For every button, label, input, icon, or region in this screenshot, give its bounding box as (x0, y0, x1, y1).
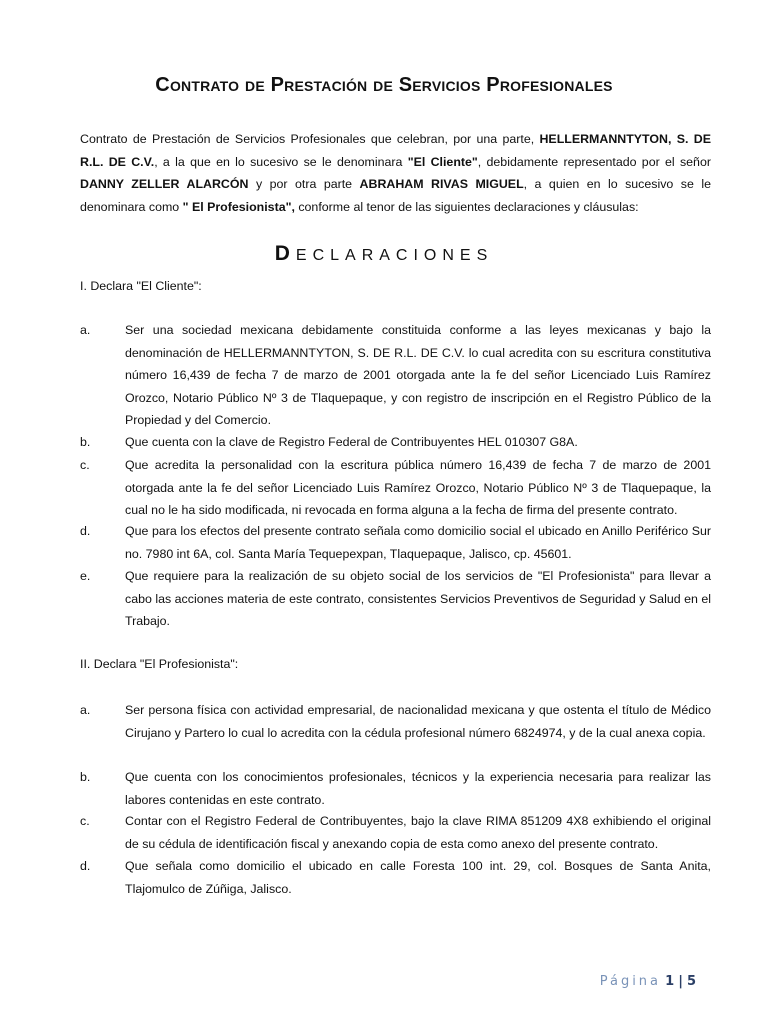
item-letter: a. (80, 323, 91, 337)
client-declaration-item (80, 431, 711, 454)
item-letter: d. (80, 859, 91, 873)
declarations-heading-initial: D (274, 242, 296, 265)
item-letter: c. (80, 814, 90, 828)
item-text: Ser una sociedad mexicana debidamente constituida conforme a las leyes mexicanas y bajo la denominación de HELLERMANNTYTON, S. DE R.L. DE C.V. lo cual acredita con su escritura constitutiva número 16,439 de fecha 7 de marzo de 2001 otorgada ante la fe del señor Licenciado Luis Ramírez Orozco, Notario Público Nº 3 de Tlaquepaque, y con registro de inscripción en el Registro Público de la Propiedad y del Comercio. (125, 323, 711, 427)
professional-declarations-heading: II. Declara "El Profesionista": (80, 657, 239, 671)
item-text: Que cuenta con la clave de Registro Federal de Contribuyentes HEL 010307 G8A. (125, 435, 578, 449)
document-title: Contrato de Prestación de Servicios Profesionales (155, 74, 613, 96)
item-letter: a. (80, 703, 91, 717)
professional-declaration-item (80, 766, 711, 811)
professional-alias: " El Profesionista", (182, 199, 295, 214)
declarations-heading (0, 242, 768, 266)
item-letter: e. (80, 569, 91, 583)
client-declaration-item (80, 565, 711, 633)
current-page-number: 1 (665, 974, 675, 989)
page-separator: | (678, 974, 683, 989)
professional-declaration-item (80, 855, 711, 900)
intro-text-1: Contrato de Prestación de Servicios Profesionales que celebran, por una parte, (80, 132, 540, 146)
intro-text-3: , debidamente representado por el señor (477, 154, 711, 169)
item-letter: c. (80, 458, 90, 472)
professional-declaration-item (80, 810, 711, 855)
intro-text-6: conforme al tenor de las siguientes declaraciones y cláusulas: (294, 199, 639, 214)
client-company-name: HELLERMANNTYTON, S. DE R.L. DE C.V. (80, 132, 711, 169)
total-pages-number: 5 (686, 974, 696, 989)
client-alias: "El Cliente" (407, 154, 478, 169)
page-number-footer (600, 974, 696, 989)
professional-declaration-item (80, 699, 711, 744)
item-letter: b. (80, 770, 91, 784)
client-declarations-heading: I. Declara "El Cliente": (80, 279, 202, 293)
intro-text-4: y por otra parte (248, 177, 360, 191)
item-text: Que requiere para la realización de su objeto social de los servicios de "El Profesionista" para llevar a cabo las acciones materia de este contrato, consistentes Servicios Preventivos de Seguridad y Salud en el Trabajo. (125, 569, 711, 628)
item-letter: d. (80, 524, 91, 538)
professional-name: ABRAHAM RIVAS MIGUEL (359, 177, 524, 191)
intro-paragraph (80, 128, 711, 218)
intro-text-2: , a la que en lo sucesivo se le denominara (154, 154, 408, 169)
intro-text-5: , a quien en lo sucesivo se le denominara como (80, 177, 711, 214)
item-text: Que para los efectos del presente contrato señala como domicilio social el ubicado en Anillo Periférico Sur no. 7980 int 6A, col. Santa María Tequepexpan, Tlaquepaque, Jalisco, cp. 45601. (125, 524, 711, 561)
client-representative: DANNY ZELLER ALARCÓN (80, 177, 249, 191)
item-text: Que cuenta con los conocimientos profesionales, técnicos y la experiencia necesaria para realizar las labores contenidas en este contrato. (125, 770, 711, 807)
page-label: Página (599, 974, 662, 989)
item-text: Que señala como domicilio el ubicado en calle Foresta 100 int. 29, col. Bosques de Santa Anita, Tlajomulco de Zúñiga, Jalisco. (125, 859, 711, 896)
item-text: Ser persona física con actividad empresarial, de nacionalidad mexicana y que ostenta el título de Médico Cirujano y Partero lo cual lo acredita con la cédula profesional número 6824974, y de la cual anexa copia. (125, 703, 711, 740)
item-text: Que acredita la personalidad con la escritura pública número 16,439 de fecha 7 de marzo de 2001 otorgada ante la fe del señor Licenciado Luis Ramírez Orozco, Notario Público Nº 3 de Tlaquepaque, la cual no le ha sido modificada, ni revocada en forma alguna a la fecha de firma del presente contrato. (125, 458, 711, 517)
client-declaration-item (80, 520, 711, 565)
client-declaration-item (80, 454, 711, 522)
declarations-heading-rest: ECLARACIONES (295, 247, 494, 264)
client-declaration-item (80, 319, 711, 432)
item-text: Contar con el Registro Federal de Contribuyentes, bajo la clave RIMA 851209 4X8 exhibiendo el original de su cédula de identificación fiscal y anexando copia de esta como anexo del presente contrato. (125, 814, 711, 851)
item-letter: b. (80, 435, 91, 449)
